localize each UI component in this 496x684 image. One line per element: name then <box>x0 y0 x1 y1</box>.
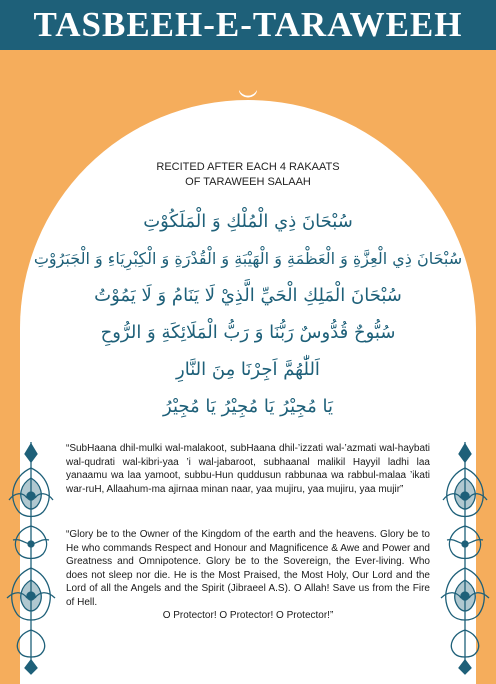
translation-body: “Glory be to the Owner of the Kingdom of the earth and the heavens. Glory be to He who commands Respect and Honour and Magnificence & Awe and Power and Greatness and Omnipotence. Glory be to the Sovereign, the Ever-living. Who does not sleep nor die. He is the Most Praised, the Most Holy, Our Lord and the Lord of all the Angels and the Spirit (Jibraeel A.S). O Allah! Save us from the Fire of Hell. <box>66 529 430 608</box>
page-title: TASBEEH-E-TARAWEEH <box>33 5 463 44</box>
arabic-dua <box>28 203 468 425</box>
arabic-line-5: اَللّٰهُمَّ اَجِرْنَا مِنَ النَّارِ <box>176 359 320 380</box>
header-banner <box>0 0 496 50</box>
arabic-line-6: يَا مُجِيْرُ يَا مُجِيْرُ يَا مُجِيْرُ <box>163 396 333 417</box>
arabic-line-3: سُبْحَانَ الْمَلِكِ الْحَيِّ الَّذِيْ لَا يَنَامُ وَ لَا يَمُوْتُ <box>94 285 402 306</box>
arabic-line-4: سُبُّوحٌ قُدُّوسٌ رَبُّنَا وَ رَبُّ الْمَلَائِكَةِ وَ الرُّوحِ <box>100 322 396 343</box>
subtitle-line-1: RECITED AFTER EACH 4 RAKAATS <box>156 161 340 173</box>
crescent-moon-icon <box>234 82 262 110</box>
translation-closing: O Protector! O Protector! O Protector!” <box>162 610 334 621</box>
subtitle <box>100 160 396 190</box>
arabic-line-2: سُبْحَانَ ذِي الْعِزَّةِ وَ الْعَظْمَةِ وَ الْهَيْبَةِ وَ الْقُدْرَةِ وَ الْكِبْرِيَاءِ وَ الْجَبَرُوْتِ <box>33 249 463 268</box>
transliteration: “SubHaana dhil-mulki wal-malakoot, subHaana dhil-’izzati wal-’azmati wal-haybati wal-qudrati wal-kibri-yaa ’i wal-jabaroot, subhaanal malikil Hayyil ladhi laa yanaamu wa laa yamoot, subbu-Hun quddusun rabbunaa wa rabbul-malaa ’ikati war-ruH, Allaahum-ma ajirnaa minan naar, yaa mujiru, yaa mujiru, yaa mujir” <box>66 443 430 495</box>
translation <box>66 528 430 623</box>
subtitle-line-2: OF TARAWEEH SALAAH <box>185 176 311 188</box>
floral-ornament-icon <box>3 440 59 676</box>
floral-ornament-icon <box>437 440 493 676</box>
arabic-line-1: سُبْحَانَ ذِي الْمُلْكِ وَ الْمَلَكُوْتِ <box>143 211 353 232</box>
